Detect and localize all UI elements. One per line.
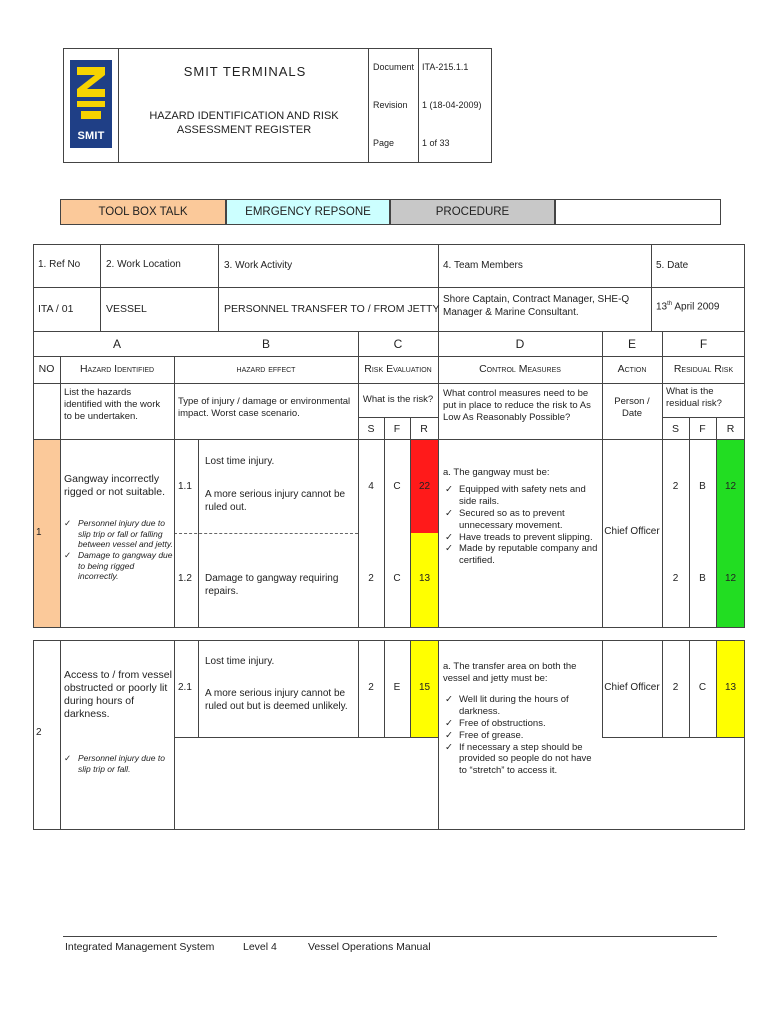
- blank-mode-cell: [555, 199, 721, 225]
- date-suffix: th: [667, 301, 673, 307]
- control-item: ✓ Free of grease.: [443, 730, 601, 742]
- column-letter-d: D: [515, 337, 525, 351]
- control-item: ✓ Secured so as to prevent unnecessary movement.: [443, 508, 601, 532]
- severity-value: 2: [368, 682, 374, 693]
- divider: [60, 640, 61, 830]
- risk-header: R: [420, 423, 428, 435]
- divider: [368, 48, 369, 163]
- effect-text: Lost time injury.: [205, 656, 275, 667]
- risk-evaluation-header: Risk Evaluation: [364, 363, 432, 375]
- divider: [33, 356, 745, 357]
- effect-text: Lost time injury.: [205, 456, 275, 467]
- residual-frequency-header: F: [699, 423, 706, 435]
- footer-divider: [63, 936, 717, 937]
- residual-frequency: B: [699, 573, 706, 584]
- smit-logo: [70, 60, 112, 148]
- divider: [33, 287, 745, 288]
- divider: [218, 244, 219, 331]
- divider: [174, 356, 175, 628]
- divider: [33, 331, 745, 332]
- tool-box-talk-cell: TOOL BOX TALK: [60, 199, 226, 225]
- effect-id: 2.1: [178, 682, 192, 693]
- revision-label: Revision: [373, 100, 408, 110]
- revision-value: 1 (18-04-2009): [422, 100, 482, 110]
- divider: [60, 356, 61, 628]
- control-item: ✓ If necessary a step should be provided so people do not have to “stretch” to access it.: [443, 742, 601, 778]
- effect-description: Type of injury / damage or environmental impact. Worst case scenario.: [178, 396, 351, 419]
- divider: [358, 417, 438, 418]
- column-letter-e: E: [627, 337, 636, 351]
- register-title: HAZARD IDENTIFICATION AND RISK ASSESSMENT REGISTER: [149, 110, 339, 136]
- hazard-note: ✓ Personnel injury due to slip trip or fall.: [62, 753, 174, 774]
- risk-description: What is the risk?: [362, 394, 434, 405]
- effect-id: 1.1: [178, 481, 192, 492]
- residual-severity-header: S: [671, 423, 679, 435]
- logo-text: SMIT: [77, 130, 105, 142]
- risk-value: 13: [418, 573, 431, 584]
- date-value: [656, 301, 719, 314]
- risk-value: 15: [418, 682, 431, 693]
- footer-level: Level 4: [243, 941, 277, 953]
- divider: [602, 737, 745, 738]
- residual-risk: 12: [724, 481, 737, 492]
- hazard-description: List the hazards identified with the work to be undertaken.: [64, 387, 161, 422]
- residual-severity: 2: [672, 573, 679, 584]
- work-location-value: VESSEL: [106, 303, 147, 315]
- divider: [438, 640, 439, 830]
- hazard-notes: [62, 518, 174, 582]
- frequency-value: C: [393, 481, 401, 492]
- hazard-notes: [62, 753, 174, 774]
- divider: [174, 533, 358, 534]
- hazard-text: Gangway incorrectly rigged or not suitable.: [64, 473, 165, 499]
- page-value: 1 of 33: [422, 138, 450, 148]
- divider: [100, 244, 101, 331]
- hazard-note: ✓ Personnel injury due to slip trip or fall or falling between vessel and jetty.: [62, 518, 174, 550]
- column-letter-c: C: [393, 337, 403, 351]
- divider: [174, 640, 175, 830]
- ref-no-value: ITA / 01: [38, 303, 74, 315]
- control-item: ✓ Free of obstructions.: [443, 718, 601, 730]
- residual-frequency: B: [699, 481, 706, 492]
- work-location-label: 2. Work Location: [106, 259, 181, 270]
- residual-risk: 13: [724, 682, 737, 693]
- divider: [651, 244, 652, 331]
- logo-mark-icon: [73, 63, 109, 123]
- hazard-identified-header: Hazard Identified: [79, 363, 155, 375]
- action-person: Chief Officer: [604, 682, 660, 693]
- action-header: Action: [617, 363, 647, 375]
- control-measures-header: Control Measures: [479, 363, 561, 375]
- divider: [198, 439, 199, 628]
- control-intro: a. The transfer area on both the vessel and jetty must be:: [443, 661, 577, 684]
- frequency-header: F: [393, 423, 401, 435]
- effect-text: A more serious injury cannot be ruled out but is deemed unlikely.: [205, 688, 348, 712]
- column-letter-f: F: [699, 337, 708, 351]
- control-list: [443, 694, 601, 777]
- hazard-text: Access to / from vessel obstructed or poorly lit during hours of darkness.: [64, 669, 172, 721]
- document-value: ITA-215.1.1: [422, 62, 469, 72]
- effect-text: A more serious injury cannot be ruled out.: [205, 489, 346, 513]
- row-number: 2: [36, 727, 42, 738]
- frequency-value: C: [393, 573, 401, 584]
- control-item: ✓ Made by reputable company and certified.: [443, 543, 601, 567]
- date-label: 5. Date: [656, 260, 689, 271]
- ref-no-label: 1. Ref No: [38, 259, 81, 270]
- emergency-response-cell: EMRGENCY REPSONE: [226, 199, 390, 225]
- action-person: Chief Officer: [604, 526, 660, 537]
- effect-text: Damage to gangway requiring repairs.: [205, 573, 339, 597]
- divider: [118, 48, 119, 163]
- divider: [174, 737, 438, 738]
- footer-system: Integrated Management System: [65, 941, 215, 953]
- hazard-effect-header: hazard effect: [236, 363, 296, 375]
- divider: [198, 640, 199, 737]
- divider: [33, 439, 745, 440]
- residual-severity: 2: [672, 682, 679, 693]
- hazard-note: ✓ Damage to gangway due to being rigged incorrectly.: [62, 550, 174, 582]
- work-activity-label: 3. Work Activity: [224, 260, 293, 271]
- divider: [418, 48, 419, 163]
- divider: [662, 417, 745, 418]
- residual-risk-header: Residual Risk: [673, 363, 734, 375]
- risk-value: 22: [418, 481, 431, 492]
- column-letter-b: B: [261, 337, 270, 351]
- effect-id: 1.2: [178, 573, 192, 584]
- date-day: 13: [656, 301, 668, 313]
- residual-risk-value-header: R: [726, 423, 735, 435]
- divider: [438, 244, 439, 331]
- control-description: What control measures need to be put in place to reduce the risk to As Low As Reasonably Possible?: [443, 388, 591, 423]
- residual-severity: 2: [672, 481, 679, 492]
- company-name: SMIT TERMINALS: [183, 64, 307, 79]
- date-rest: April 2009: [672, 301, 720, 313]
- residual-description: What is the residual risk?: [666, 386, 722, 409]
- control-list: [443, 484, 601, 567]
- control-item: ✓ Equipped with safety nets and side rails.: [443, 484, 601, 508]
- document-label: Document: [373, 62, 415, 72]
- divider: [689, 417, 690, 628]
- page-label: Page: [373, 138, 395, 148]
- procedure-cell: PROCEDURE: [390, 199, 555, 225]
- divider: [33, 383, 745, 384]
- team-members-value: Shore Captain, Contract Manager, SHE-Q Manager & Marine Consultant.: [443, 294, 630, 318]
- control-item: ✓ Have treads to prevent slipping.: [443, 532, 601, 544]
- footer-manual: Vessel Operations Manual: [308, 941, 431, 953]
- severity-value: 4: [368, 481, 374, 492]
- control-item: ✓ Well lit during the hours of darkness.: [443, 694, 601, 718]
- team-members-label: 4. Team Members: [443, 260, 523, 271]
- residual-risk: 12: [724, 573, 737, 584]
- no-header: NO: [38, 363, 55, 375]
- frequency-value: E: [393, 682, 401, 693]
- column-letter-a: A: [112, 337, 121, 351]
- control-intro: a. The gangway must be:: [443, 467, 550, 478]
- row-number: 1: [36, 527, 42, 538]
- severity-value: 2: [368, 573, 374, 584]
- residual-frequency: C: [698, 682, 707, 693]
- work-activity-value: PERSONNEL TRANSFER TO / FROM JETTY: [224, 303, 440, 315]
- severity-header: S: [367, 423, 375, 435]
- action-description: Person / Date: [614, 396, 650, 419]
- divider: [384, 417, 385, 628]
